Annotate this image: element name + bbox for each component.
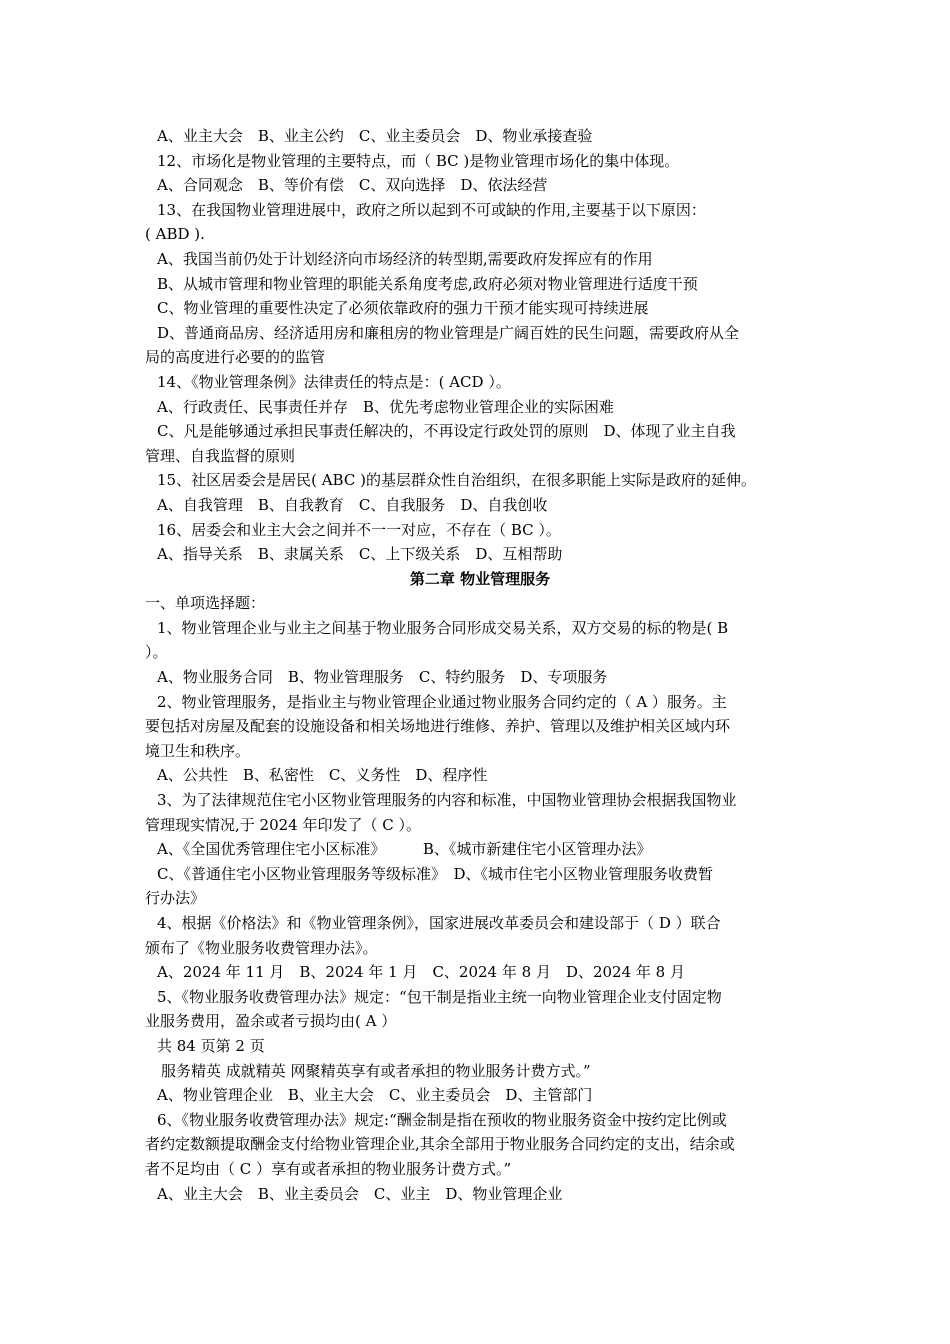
text-line: A、合同观念 B、等价有偿 C、双向选择 D、依法经营 <box>157 176 548 195</box>
text-line: 4、根据《价格法》和《物业管理条例》，国家进展改革委员会和建设部于（ D ）联合 <box>157 914 721 932</box>
text-line: A、业主大会 B、业主委员会 C、业主 D、物业管理企业 <box>157 1184 563 1203</box>
text-line: 颁布了《物业服务收费管理办法》。 <box>145 938 378 957</box>
text-line: 1、物业管理企业与业主之间基于物业服务合同形成交易关系，双方交易的标的物是( B <box>157 618 729 637</box>
section-heading: 一、单项选择题： <box>145 594 266 613</box>
chapter-heading: 第二章 物业管理服务 <box>409 569 551 588</box>
text-line: C、物业管理的重要性决定了必须依靠政府的强力干预才能实现可持续进展 <box>157 299 649 318</box>
document-page <box>145 124 815 1206</box>
text-line: 管理、自我监督的原则 <box>145 446 296 465</box>
text-line: 境卫生和秩序。 <box>145 741 251 760</box>
text-line: 要包括对房屋及配套的设施设备和相关场地进行维修、养护、管理以及维护相关区域内环 <box>145 717 731 736</box>
page-header-slogan: 服务精英 成就精英 网聚精英享有或者承担的物业服务计费方式。” <box>161 1061 591 1080</box>
text-line: 者约定数额提取酬金支付给物业管理企业,其余全部用于物业服务合同约定的支出，结余或 <box>145 1135 735 1154</box>
text-line: A、指导关系 B、隶属关系 C、上下级关系 D、互相帮助 <box>157 545 563 564</box>
text-line: 12、市场化是物业管理的主要特点，而（ BC )是物业管理市场化的集中体现。 <box>157 151 680 170</box>
text-line: ( ABD ). <box>145 225 205 244</box>
text-line: 业服务费用，盈余或者亏损均由( A ） <box>145 1012 397 1031</box>
text-line: ）。 <box>145 643 168 662</box>
text-line: 5、《物业服务收费管理办法》规定：“包干制是指业主统一向物业管理企业支付固定物 <box>157 987 722 1006</box>
text-line: 6、《物业服务收费管理办法》规定:“酬金制是指在预收的物业服务资金中按约定比例或 <box>157 1110 727 1129</box>
text-line: C、凡是能够通过承担民事责任解决的，不再设定行政处罚的原则 D、体现了业主自我 <box>157 422 736 441</box>
text-line: 2、物业管理服务，是指业主与物业管理企业通过物业服务合同约定的（ A ）服务。主 <box>157 692 727 711</box>
text-line: A、我国当前仍处于计划经济向市场经济的转型期,需要政府发挥应有的作用 <box>157 249 653 268</box>
text-line: 管理现实情况,于 2024 年印发了（ C ）。 <box>145 815 421 834</box>
text-line: A、自我管理 B、自我教育 C、自我服务 D、自我创收 <box>157 495 548 514</box>
text-line: 15、社区居委会是居民( ABC )的基层群众性自治组织，在很多职能上实际是政府的延伸。 <box>157 471 756 490</box>
text-line: A、物业服务合同 B、物业管理服务 C、特约服务 D、专项服务 <box>157 668 608 687</box>
text-line: A、《全国优秀管理住宅小区标准》 B、《城市新建住宅小区管理办法》 <box>157 840 652 859</box>
text-line: 行办法》 <box>145 889 206 908</box>
text-line: 者不足均由（ C ）享有或者承担的物业服务计费方式。” <box>145 1159 512 1178</box>
text-line: 16、居委会和业主大会之间并不一一对应，不存在（ BC ）。 <box>157 520 561 539</box>
text-line: 3、为了法律规范住宅小区物业管理服务的内容和标准，中国物业管理协会根据我国物业 <box>157 791 737 810</box>
page-footer-number: 共 84 页第 2 页 <box>157 1036 265 1055</box>
text-line: 局的高度进行必要的的监管 <box>145 348 326 367</box>
text-line: 13、在我国物业管理进展中，政府之所以起到不可或缺的作用,主要基于以下原因： <box>157 200 706 219</box>
text-line: 14、《物业管理条例》法律责任的特点是：( ACD ）。 <box>157 372 511 391</box>
text-line: D、普通商品房、经济适用房和廉租房的物业管理是广阔百姓的民生问题，需要政府从全 <box>157 323 740 342</box>
text-line: A、行政责任、民事责任并存 B、优先考虑物业管理企业的实际困难 <box>157 397 614 416</box>
text-line: A、业主大会 B、业主公约 C、业主委员会 D、物业承接查验 <box>157 127 593 145</box>
text-line: A、物业管理企业 B、业主大会 C、业主委员会 D、主管部门 <box>157 1086 593 1105</box>
text-line: A、2024 年 11 月 B、2024 年 1 月 C、2024 年 8 月 D、2024 年 8 月 <box>157 963 685 982</box>
text-line: C、《普通住宅小区物业管理服务等级标准》 D、《城市住宅小区物业管理服务收费暂 <box>157 864 714 883</box>
text-line: B、从城市管理和物业管理的职能关系角度考虑,政府必须对物业管理进行适度干预 <box>157 274 698 293</box>
text-line: A、公共性 B、私密性 C、义务性 D、程序性 <box>157 766 488 785</box>
